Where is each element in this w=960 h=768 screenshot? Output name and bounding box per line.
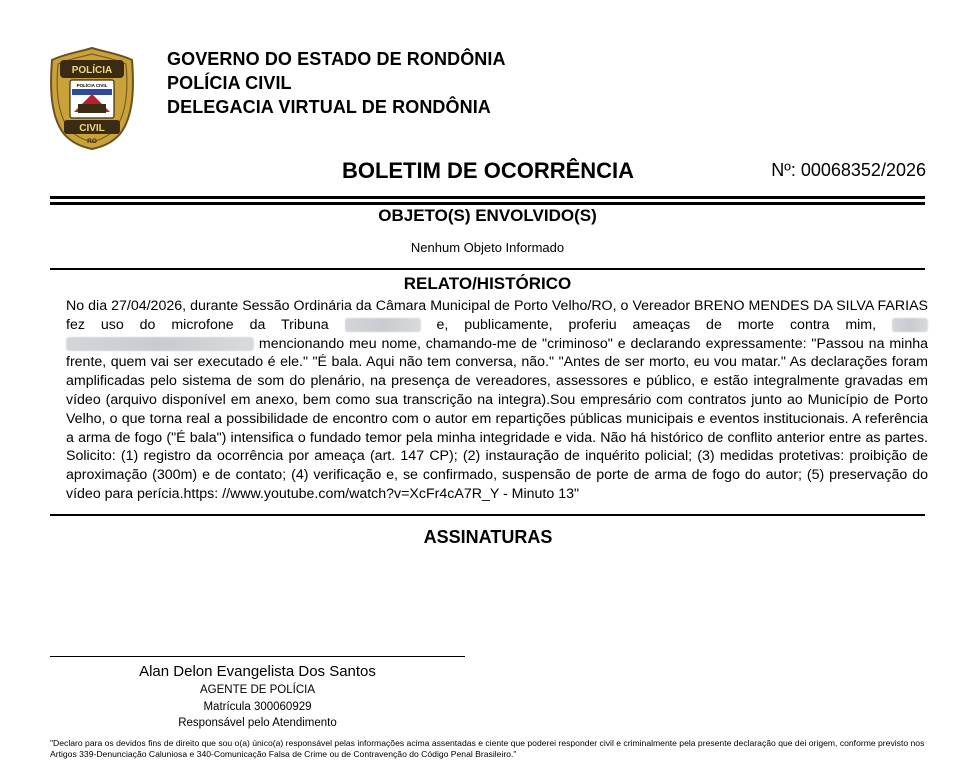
redacted-text (892, 318, 928, 332)
org-line-delegacia: DELEGACIA VIRTUAL DE RONDÔNIA (167, 97, 491, 117)
divider-objects (50, 268, 925, 270)
legal-disclaimer: "Declaro para os devidos fins de direito que sou o(a) único(a) responsável pelas informações acima assentadas e ciente que poderei responder civil e criminalmente pela presente declaração que dei origem, conforme previsto nos Artigos 339-Denunciação Caluniosa e 340-Comunicação Falsa de Crime ou de Contravenção do Código Penal Brasileiro." (50, 738, 925, 759)
objects-heading: OBJETO(S) ENVOLVIDO(S) (378, 206, 597, 225)
divider-top (50, 196, 925, 199)
report-number: Nº: 00068352/2026 (771, 160, 926, 180)
relato-body (66, 297, 928, 504)
org-line-police: POLÍCIA CIVIL (167, 73, 292, 93)
divider-relato (50, 514, 925, 516)
relato-text-part3: mencionando meu nome, chamando-me de "criminoso" e declarando expressamente: "Passou na minha frente, quem vai ser executado é ele." "É bala. Aqui não tem conversa, não." "Antes de ser morto, eu vou matar." As declarações foram amplificadas pelo sistema de som do plenário, na presença de vereadores, assessores e público, e estão integralmente gravadas em vídeo (arquivo disponível em anexo, bem como sua transcrição na integra).Sou empresário com contratos junto ao Município de Porto Velho, o que torna real a possibilidade de encontro com o autor em repartições públicas municipais e eventos institucionais. A referência a arma de fogo ("É bala") intensifica o fundado temor pela minha integridade e vida. Não há histórico de conflito anterior entre as partes. Solicito: (1) registro da ocorrência por ameaça (art. 147 CP); (2) instauração de inquérito policial; (3) medidas protetivas: proibição de aproximação (300m) e de contato; (4) verificação e, se confirmado, suspensão de porte de arma de fogo do autor; (5) preservação do vídeo para perícia.https: //www.youtube.com/watch?v=XcFr4cA7R_Y - Minuto 13" (66, 335, 929, 502)
badge-top-text: POLÍCIA (71, 65, 113, 76)
objects-text: Nenhum Objeto Informado (410, 240, 565, 255)
report-title: BOLETIM DE OCORRÊNCIA (341, 158, 635, 183)
badge-inner-text: POLÍCIA CIVIL (76, 83, 108, 88)
redacted-text (345, 318, 421, 332)
signature-line (50, 656, 465, 657)
divider-top-second (50, 202, 925, 205)
redacted-text (66, 337, 254, 351)
signatures-heading: ASSINATURAS (423, 527, 553, 547)
relato-text-part1: No dia 27/04/2026, durante Sessão Ordinária da Câmara Municipal de Porto Velho/RO, o Vereador BRENO MENDES DA SILVA FARIAS fez uso do microfone da Tribuna (66, 298, 928, 333)
badge-bottom-text: CIVIL (79, 123, 105, 134)
signer-role: AGENTE DE POLÍCIA (199, 684, 316, 696)
relato-text-part2: e, publicamente, proferiu ameaças de morte contra mim, (436, 316, 877, 333)
policia-civil-badge-icon (50, 46, 134, 150)
signer-registration: Matrícula 300060929 (203, 701, 312, 713)
org-line-government: GOVERNO DO ESTADO DE RONDÔNIA (167, 49, 506, 69)
signer-name: Alan Delon Evangelista Dos Santos (139, 663, 376, 680)
relato-heading: RELATO/HISTÓRICO (403, 274, 572, 293)
signer-responsibility: Responsável pelo Atendimento (178, 717, 337, 729)
badge-state-text: RO (87, 138, 97, 145)
